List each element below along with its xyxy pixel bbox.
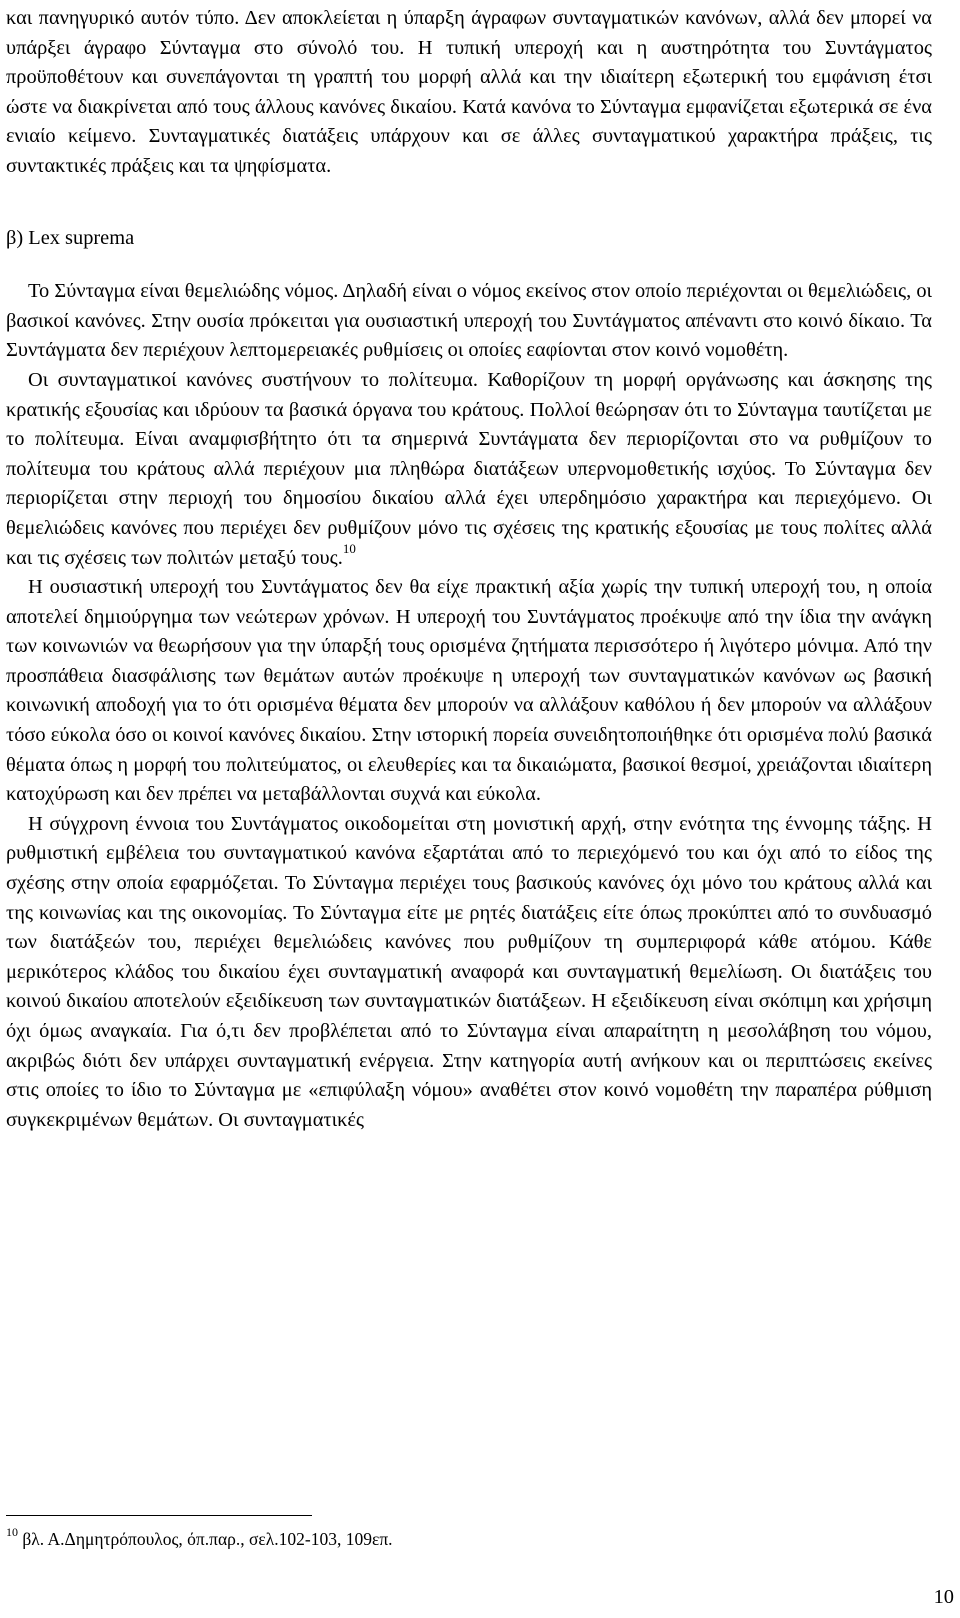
paragraph-3 <box>6 366 932 573</box>
footnote-reference: 10 <box>342 540 356 556</box>
footnote-number: 10 <box>6 1525 18 1540</box>
section-heading: β) Lex suprema <box>6 226 135 249</box>
footnote-divider <box>6 1515 312 1516</box>
page-body <box>6 4 932 1135</box>
footnote <box>6 1525 393 1550</box>
footnote-text: βλ. Α.Δημητρόπουλος, όπ.παρ., σελ.102-103, 109επ. <box>22 1529 393 1549</box>
paragraph-4: Η ουσιαστική υπεροχή του Συντάγματος δεν θα είχε πρακτική αξία χωρίς την τυπική υπεροχή του, η οποία αποτελεί δημιούργημα των νεώτερων χρόνων. Η υπεροχή του Συντάγματος προέκυψε από την ίδια την ανάγκη των κοινωνιών να θεωρήσουν για την ύπαρξή τους ορισμένα ζητήματα περισσότερο ή λιγότερο μόνιμα. Από την προσπάθεια διασφάλισης των θεμάτων αυτών προέκυψε η υπεροχή των συνταγματικών κανόνων ως βασική κοινωνική αποδοχή για το ότι ορισμένα θέματα δεν μπορούν να αλλάξουν καθόλου ή δεν μπορούν να αλλάξουν τόσο εύκολα όσο οι κοινοί κανόνες δικαίου. Στην ιστορική πορεία συνειδητοποιήθηκε ότι ορισμένα πολύ βασικά θέματα όπως η μορφή του πολιτεύματος, οι ελευθερίες και τα δικαιώματα, βασικοί θεσμοί, χρειάζονται ιδιαίτερη κατοχύρωση και δεν πρέπει να μεταβάλλονται συχνά και εύκολα. <box>6 576 932 806</box>
paragraph-3-text: Οι συνταγματικοί κανόνες συστήνουν το πολίτευμα. Καθορίζουν τη μορφή οργάνωσης και άσκησης της κρατικής εξουσίας και ιδρύουν τα βασικά όργανα του κράτους. Πολλοί θεώρησαν ότι το Σύνταγμα ταυτίζεται με το πολίτευμα. Είναι αναμφισβήτητο ότι τα σημερινά Συντάγματα δεν περιορίζονται στο να ρυθμίζουν το πολίτευμα του κράτους αλλά περιέχουν μια πληθώρα διατάξεων υπερνομοθετικής ισχύος. Το Σύνταγμα δεν περιορίζεται στην περιοχή του δημοσίου δικαίου αλλά έχει υπερδημόσιο χαρακτήρα και περιεχόμενο. Οι θεμελιώδεις κανόνες που περιέχει δεν ρυθμίζουν μόνο τις σχέσεις της κρατικής εξουσίας με τους πολίτες αλλά και τις σχέσεις των πολιτών μεταξύ τους. <box>6 368 932 569</box>
page-number: 10 <box>933 1586 954 1608</box>
paragraph-5: Η σύγχρονη έννοια του Συντάγματος οικοδομείται στη μονιστική αρχή, στην ενότητα της έννομης τάξης. Η ρυθμιστική εμβέλεια του συνταγματικού κανόνα εξαρτάται από το περιεχόμενό του και όχι από το είδος της σχέσης στην οποία εφαρμόζεται. Το Σύνταγμα περιέχει τους βασικούς κανόνες όχι μόνο του κράτους αλλά και της κοινωνίας και της οικονομίας. Το Σύνταγμα είτε με ρητές διατάξεις είτε όπως προκύπτει από το συνδυασμό των διατάξεών του, περιέχει θεμελιώδεις κανόνες που ρυθμίζουν τη συμπεριφορά κάθε ατόμου. Κάθε μερικότερος κλάδος του δικαίου έχει συνταγματική αναφορά και συνταγματική θεμελίωση. Οι διατάξεις του κοινού δικαίου αποτελούν εξειδίκευση των συνταγματικών διατάξεων. Η εξειδίκευση είναι σκόπιμη και χρήσιμη όχι όμως αναγκαία. Για ό,τι δεν προβλέπεται από το Σύνταγμα είναι απαραίτητη η μεσολάβηση του νόμου, ακριβώς διότι δεν υπάρχει συνταγματική ενέργεια. Στην κατηγορία αυτή ανήκουν και οι περιπτώσεις εκείνες στις οποίες το ίδιο το Σύνταγμα με «επιφύλαξη νόμου» αναθέτει στον κοινό νομοθέτη την παραπέρα ρύθμιση συγκεκριμένων θεμάτων. Οι συνταγματικές <box>6 812 932 1131</box>
paragraph-1: και πανηγυρικό αυτόν τύπο. Δεν αποκλείεται η ύπαρξη άγραφων συνταγματικών κανόνων, αλλά δεν μπορεί να υπάρξει άγραφο Σύνταγμα στο σύνολό του. Η τυπική υπεροχή και η αυστηρότητα του Συντάγματος προϋποθέτουν και συνεπάγονται τη γραπτή του μορφή αλλά και την ιδιαίτερη εξωτερική του εμφάνιση έτσι ώστε να διακρίνεται από τους άλλους κανόνες δικαίου. Κατά κανόνα το Σύνταγμα εμφανίζεται εξωτερικά σε ένα ενιαίο κείμενο. Συνταγματικές διατάξεις υπάρχουν και σε άλλες συνταγματικού χαρακτήρα πράξεις, τις συντακτικές πράξεις και τα ψηφίσματα. <box>6 7 932 177</box>
paragraph-2: Το Σύνταγμα είναι θεμελιώδης νόμος. Δηλαδή είναι ο νόμος εκείνος στον οποίο περιέχονται οι θεμελιώδεις, οι βασικοί κανόνες. Στην ουσία πρόκειται για ουσιαστική υπεροχή του Συντάγματος απέναντι στο κοινό δίκαιο. Τα Συντάγματα δεν περιέχουν λεπτομερειακές ρυθμίσεις οι οποίες εαφίονται στον κοινό νομοθέτη. <box>6 280 932 362</box>
